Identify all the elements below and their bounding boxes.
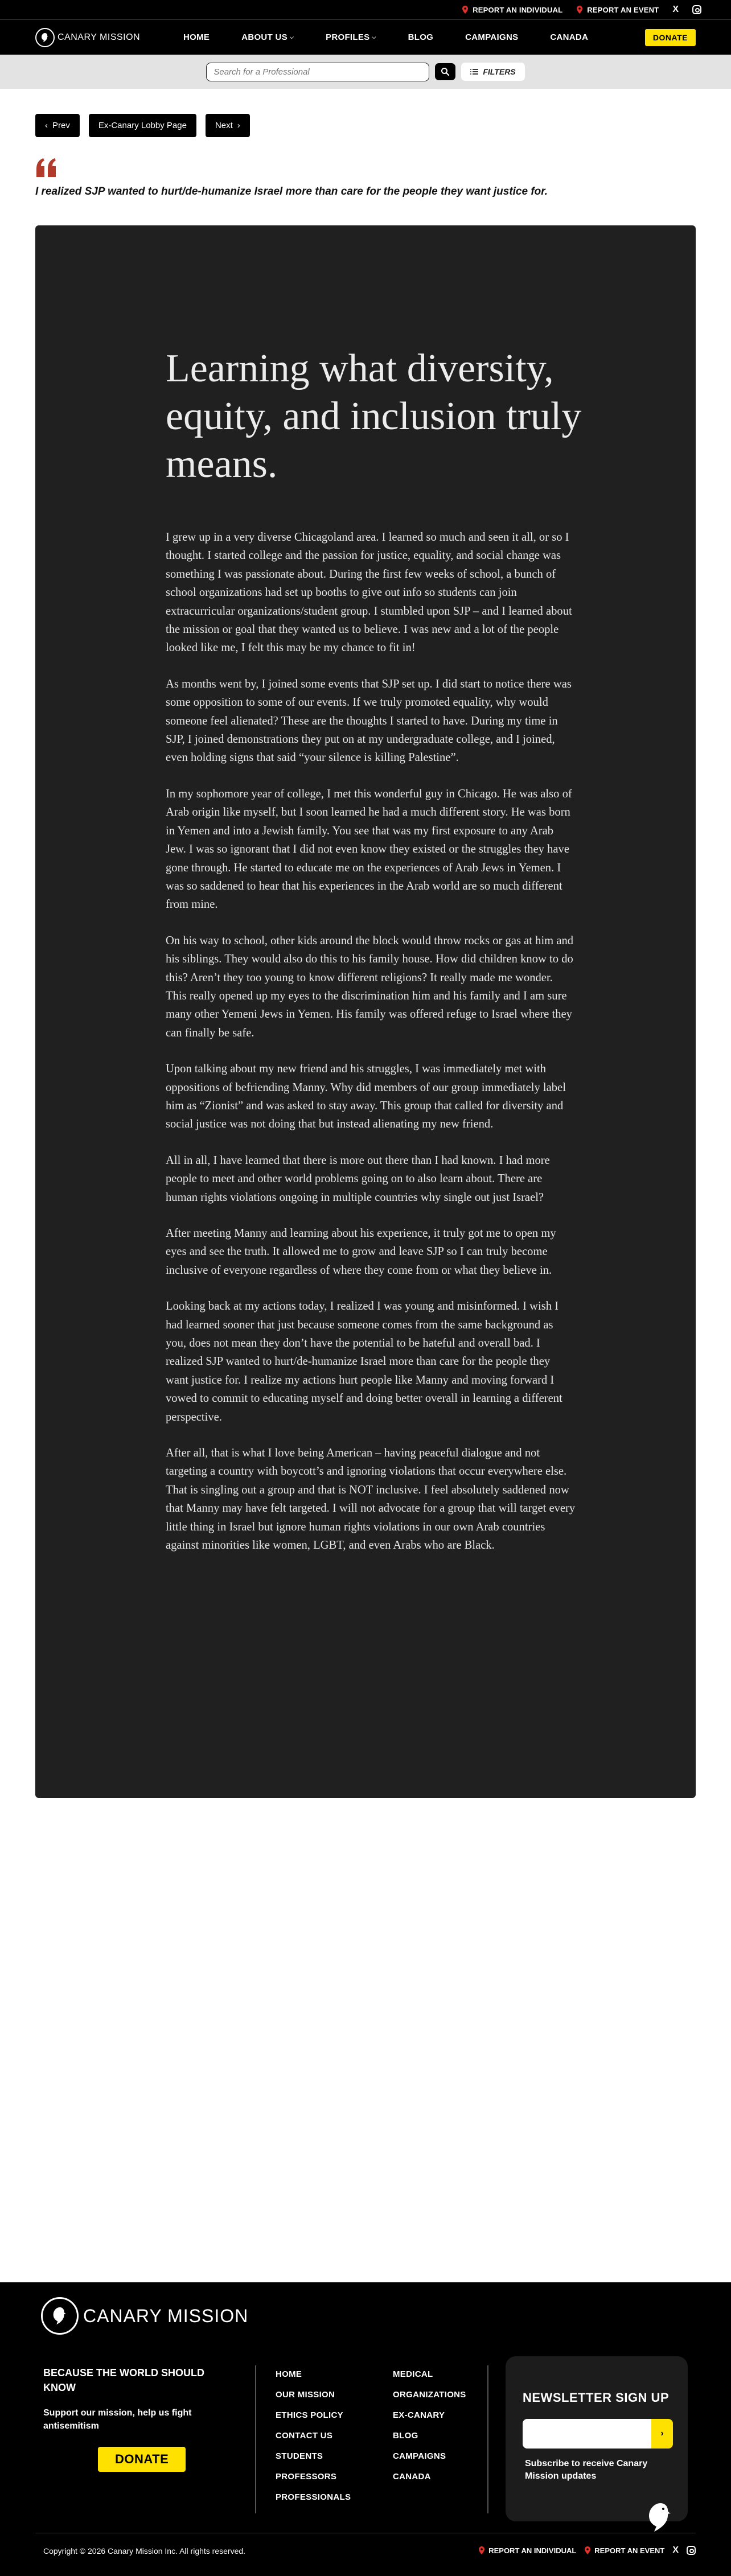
site-logo[interactable] bbox=[35, 28, 140, 47]
pull-quote: I realized SJP wanted to hurt/de-humanize Israel more than care for the people they want justice for. bbox=[35, 186, 548, 197]
story-body bbox=[166, 528, 576, 1573]
footer-link-campaigns[interactable]: CAMPAIGNS bbox=[393, 2451, 446, 2461]
logo-text: CANARY MISSION bbox=[58, 32, 141, 42]
report-pin-icon bbox=[462, 6, 469, 14]
story-paragraph: After all, that is what I love being American – having peaceful dialogue and not targeting a country with boycott’s and ignoring violations that occur everywhere else. That is singling out a group and that is NOT inclusive. I feel absolutely saddened now that Manny may have felt targeted. I will not advocate for a group that will target every little thing in Israel but ignore human rights violations in our own Arab countries against minorities like women, LGBT, and even Arabs who are Black. bbox=[166, 1447, 576, 1552]
filter-list-icon bbox=[470, 68, 478, 75]
nav-home[interactable]: HOME bbox=[183, 32, 210, 42]
instagram-icon[interactable] bbox=[687, 2546, 696, 2555]
chevron-down-icon: ⌵ bbox=[289, 34, 294, 40]
footer-link-medical[interactable]: MEDICAL bbox=[393, 2369, 433, 2379]
footer-report-event-label: REPORT AN EVENT bbox=[594, 2546, 665, 2555]
footer-logo-text: CANARY MISSION bbox=[83, 2305, 249, 2326]
newsletter-title: NEWSLETTER SIGN UP bbox=[523, 2390, 670, 2405]
footer-report-individual-label: REPORT AN INDIVIDUAL bbox=[488, 2546, 577, 2555]
newsletter-box bbox=[506, 2356, 688, 2521]
footer-report-individual-link[interactable] bbox=[478, 2546, 576, 2555]
report-pin-icon bbox=[584, 2546, 591, 2554]
chevron-left-icon: ‹ bbox=[45, 121, 48, 130]
story-paragraph: In my sophomore year of college, I met this wonderful guy in Chicago. He was also of Arab origin like myself, but I soon learned he had a much different story. He was born in Yemen and into a Jewish family. You see that was my first exposure to any Arab Jew. I was so ignorant that I did not even know they existed or the struggles they have gone through. He started to educate me on the experiences of Arab Jews in Yemen. I was so saddened to hear that his experiences in the Arab world are so much different from mine. bbox=[166, 787, 572, 911]
story-paragraph: All in all, I have learned that there is more out there than I had known. I had more people to meet and other world problems going on to also learn about. There are human rights violations ongoing in multiple countries why single out just Israel? bbox=[166, 1154, 550, 1204]
story-paragraph: As months went by, I joined some events that SJP set up. I did start to notice there was some opposition to some of our events. If we truly promoted equality, why would someone feel alienated? These are the thoughts I started to have. During my time in SJP, I joined demonstrations they put on at my undergraduate college, and I joined, even holding signs that said “your silence is killing Palestine”. bbox=[166, 677, 572, 764]
footer-link-organizations[interactable]: ORGANIZATIONS bbox=[393, 2390, 466, 2400]
story-paragraph: After meeting Manny and learning about his experience, it truly got me to open my eyes and see the truth. It allowed me to grow and leave SJP so I can truly become inclusive of everyone regardless of where they come from or what they believe in. bbox=[166, 1227, 556, 1277]
prev-button[interactable] bbox=[35, 114, 80, 137]
footer-links-col-1 bbox=[276, 2364, 351, 2508]
footer-divider bbox=[487, 2365, 488, 2513]
footer-link-ethics-policy[interactable]: ETHICS POLICY bbox=[276, 2410, 343, 2420]
quote-icon bbox=[35, 157, 58, 179]
newsletter-submit-button[interactable] bbox=[651, 2419, 673, 2449]
footer-link-blog[interactable]: BLOG bbox=[393, 2431, 418, 2441]
filters-button[interactable] bbox=[461, 63, 524, 81]
footer-divider bbox=[255, 2365, 256, 2513]
nav-canada[interactable]: CANADA bbox=[550, 32, 589, 42]
footer-link-contact-us[interactable]: CONTACT US bbox=[276, 2431, 333, 2441]
instagram-icon[interactable] bbox=[692, 5, 701, 14]
footer-link-canada[interactable]: CANADA bbox=[393, 2472, 431, 2482]
main-nav bbox=[0, 19, 731, 55]
prev-label: Prev bbox=[52, 121, 70, 130]
story-paragraph: On his way to school, other kids around the block would throw rocks or gas at him and his siblings. They would also do this to his family house. How did children know to do this? Aren’t they too young to know different religions? It really made me wonder. This really opened up my eyes to the discrimination him and his family and I am sure many other Yemeni Jews in Yemen. His family was offered refuge to Israel where they can finally be safe. bbox=[166, 934, 574, 1039]
footer-logo[interactable] bbox=[41, 2297, 248, 2335]
report-pin-icon bbox=[576, 6, 583, 14]
report-event-label: REPORT AN EVENT bbox=[587, 5, 659, 14]
donate-button[interactable]: DONATE bbox=[645, 29, 696, 46]
footer-report-event-link[interactable] bbox=[584, 2546, 664, 2555]
search-input[interactable] bbox=[206, 63, 429, 81]
report-individual-link[interactable] bbox=[462, 6, 562, 14]
newsletter-email-input[interactable] bbox=[523, 2419, 651, 2449]
footer-bottom-links bbox=[478, 2545, 696, 2556]
nav-blog[interactable]: BLOG bbox=[408, 32, 434, 42]
search-button[interactable] bbox=[435, 63, 455, 80]
nav-about-us[interactable] bbox=[241, 32, 294, 42]
copyright-text: Copyright © 2026 Canary Mission Inc. All rights reserved. bbox=[43, 2546, 246, 2556]
footer-link-students[interactable]: STUDENTS bbox=[276, 2451, 323, 2461]
search-icon bbox=[441, 67, 450, 76]
footer-link-professionals[interactable]: PROFESSIONALS bbox=[276, 2492, 351, 2502]
chevron-down-icon: ⌵ bbox=[372, 34, 376, 40]
footer bbox=[0, 2282, 731, 2576]
story-paragraph: Upon talking about my new friend and his struggles, I was immediately met with oppositions of befriending Manny. Why did members of our group immediately label him as “Zionist” and was asked to stay away. This group that called for diversity and social justice was not doing that but instead alienating my new friend. bbox=[166, 1063, 566, 1131]
story-card bbox=[35, 225, 696, 1798]
footer-support-text: Support our mission, help us fight antisemitism bbox=[43, 2408, 192, 2431]
canary-bird-icon bbox=[35, 28, 55, 47]
newsletter-text: Subscribe to receive Canary Mission updates bbox=[525, 2459, 648, 2481]
footer-link-professors[interactable]: PROFESSORS bbox=[276, 2472, 337, 2482]
nav-links bbox=[183, 32, 620, 42]
ex-canary-lobby-button[interactable]: Ex-Canary Lobby Page bbox=[89, 114, 196, 137]
footer-donate-button[interactable]: DONATE bbox=[98, 2447, 186, 2472]
footer-link-ex-canary[interactable]: EX-CANARY bbox=[393, 2410, 445, 2420]
report-individual-label: REPORT AN INDIVIDUAL bbox=[473, 5, 563, 14]
x-social-icon[interactable]: X bbox=[672, 2545, 679, 2555]
canary-bird-icon bbox=[41, 2297, 79, 2335]
top-utility-bar bbox=[0, 0, 731, 19]
pager bbox=[35, 114, 250, 137]
next-button[interactable] bbox=[206, 114, 250, 137]
footer-links-col-2 bbox=[393, 2364, 466, 2487]
report-pin-icon bbox=[478, 2546, 485, 2554]
nav-profiles[interactable] bbox=[326, 32, 376, 42]
nav-campaigns[interactable]: CAMPAIGNS bbox=[465, 32, 519, 42]
nav-about-us-label: ABOUT US bbox=[241, 32, 288, 42]
footer-link-our-mission[interactable]: OUR MISSION bbox=[276, 2390, 335, 2400]
filters-label: FILTERS bbox=[483, 67, 516, 76]
story-paragraph: I grew up in a very diverse Chicagoland area. I learned so much and seen it all, or so I thought. I started college and the passion for justice, equality, and social change was something I was passionate about. During the first few weeks of school, a bunch of school organizations had set up booths to give out info so students can join extracurricular organizations/student group. I stumbled upon SJP – and I learned about the mission or goal that they wanted us to believe. I was new and a lot of the people looked like me, I felt this may be my chance to fit in! bbox=[166, 531, 572, 655]
chevron-right-icon: › bbox=[237, 121, 240, 130]
footer-link-home[interactable]: HOME bbox=[276, 2369, 302, 2379]
story-paragraph: Looking back at my actions today, I realized I was young and misinformed. I wish I had learned sooner that just because someone comes from the same background as you, does not mean they don’t have the potential to be hateful and overall bad. I realized SJP wanted to hurt/de-humanize Israel more than care for the people they want justice for. I realize my actions hurt people like Manny and moving forward I vowed to commit to educating myself and doing better overall in learning a different perspective. bbox=[166, 1300, 562, 1423]
report-event-link[interactable] bbox=[576, 6, 659, 14]
x-social-icon[interactable]: X bbox=[672, 5, 679, 14]
footer-tagline: BECAUSE THE WORLD SHOULD KNOW bbox=[43, 2367, 204, 2393]
arrow-right-icon: › bbox=[660, 2429, 664, 2438]
story-title: Learning what diversity, equity, and inclusion truly means. bbox=[166, 347, 582, 486]
next-label: Next bbox=[215, 121, 233, 130]
nav-profiles-label: PROFILES bbox=[326, 32, 370, 42]
search-bar bbox=[0, 55, 731, 89]
